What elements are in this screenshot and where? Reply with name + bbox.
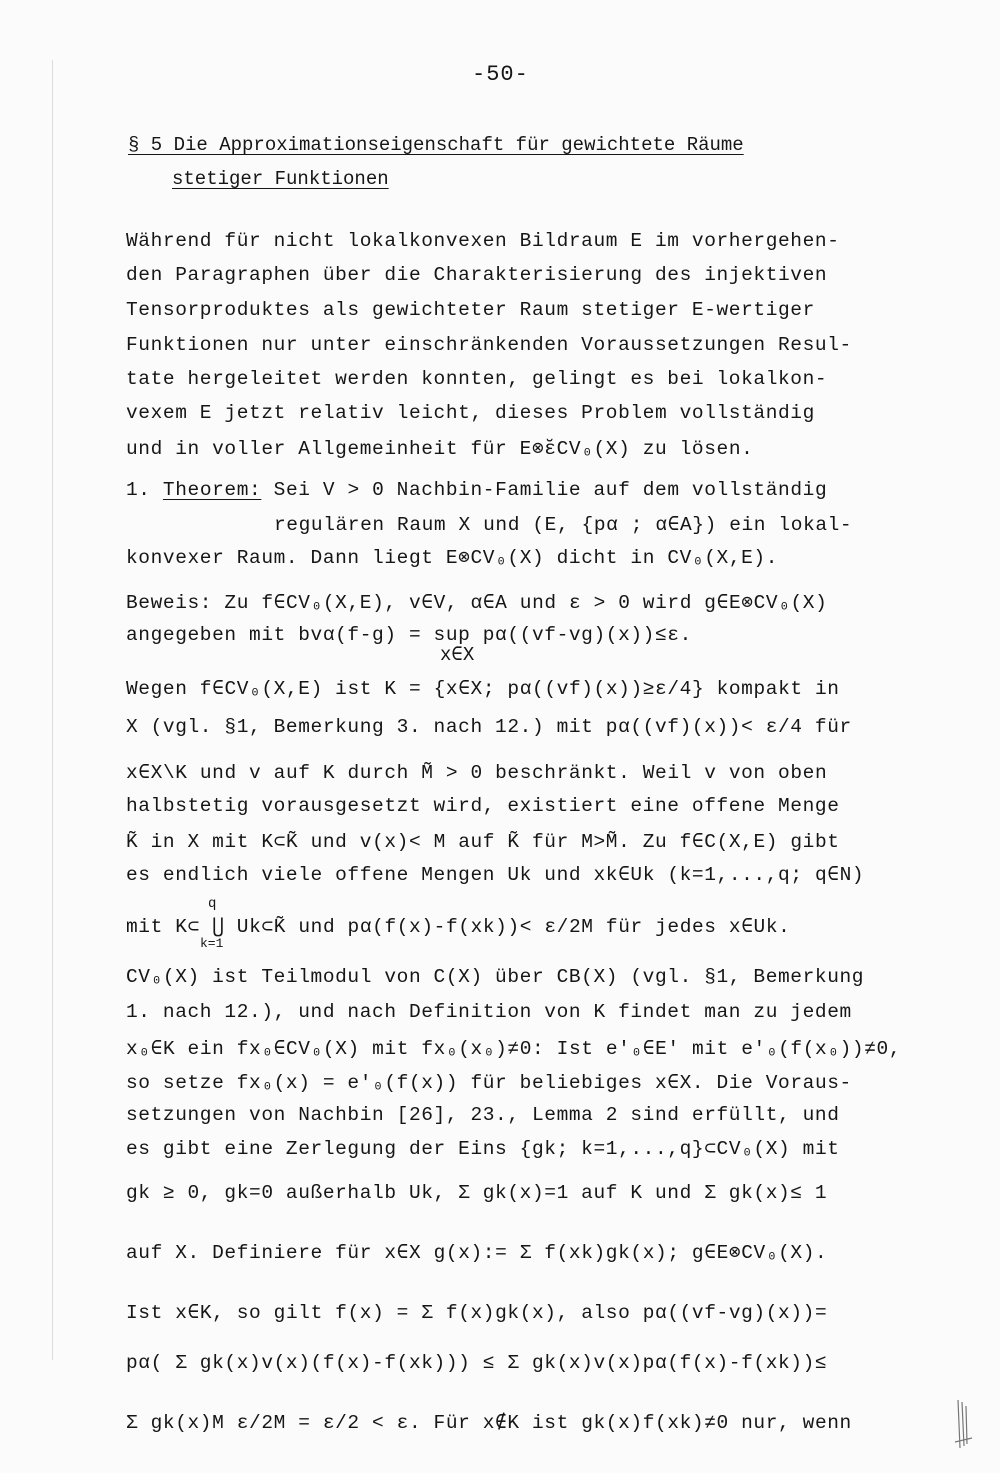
intro-line: den Paragraphen über die Charakterisierung des injektiven	[126, 264, 828, 286]
proof-line: auf X. Definiere für x∈X g(x):= Σ f(xk)gk(x); g∈E⊗CV₀(X).	[126, 1242, 828, 1264]
proof-line: x∈X\K und v auf K durch M̃ > 0 beschränkt. Weil v von oben	[126, 762, 828, 784]
heading-line-1: § 5 Die Approximationseigenschaft für gewichtete Räume	[128, 134, 744, 156]
proof-line: so setze fx₀(x) = e'₀(f(x)) für beliebiges x∈X. Die Voraus-	[126, 1072, 852, 1094]
proof-line: pα( Σ gk(x)v(x)(f(x)-f(xk))) ≤ Σ gk(x)v(x)pα(f(x)-f(xk))≤	[126, 1352, 828, 1374]
sup-subscript: x∈X	[440, 644, 475, 666]
proof-line: Wegen f∈CV₀(X,E) ist K = {x∈X; pα((vf)(x))≥ε/4} kompakt in	[126, 678, 840, 700]
proof-line: X (vgl. §1, Bemerkung 3. nach 12.) mit pα((vf)(x))< ε/4 für	[126, 716, 852, 738]
proof-line: x₀∈K ein fx₀∈CV₀(X) mit fx₀(x₀)≠0: Ist e'₀∈E' mit e'₀(f(x₀))≠0,	[126, 1038, 902, 1060]
proof-line: halbstetig vorausgesetzt wird, existiert eine offene Menge	[126, 795, 840, 817]
union-upper-limit: q	[208, 896, 217, 912]
intro-line: Funktionen nur unter einschränkenden Voraussetzungen Resul-	[126, 334, 852, 356]
theorem-text-1: Sei V > 0 Nachbin-Familie auf dem vollständig	[273, 479, 828, 501]
page-number: -50-	[472, 62, 529, 87]
proof-line: angegeben mit bvα(f-g) = sup pα((vf-vg)(x))≤ε.	[126, 624, 692, 646]
proof-line: Ist x∈K, so gilt f(x) = Σ f(x)gk(x), also pα((vf-vg)(x))=	[126, 1302, 828, 1324]
intro-line: Während für nicht lokalkonvexen Bildraum E im vorhergehen-	[126, 230, 840, 252]
theorem-number: 1.	[126, 479, 151, 501]
margin-scribble-icon	[952, 1398, 974, 1450]
proof-line: es endlich viele offene Mengen Uk und xk∈Uk (k=1,...,q; q∈N)	[126, 864, 865, 886]
proof-line: Σ gk(x)M ε/2M = ε/2 < ε. Für x∉K ist gk(x)f(xk)≠0 nur, wenn	[126, 1412, 852, 1434]
proof-line: Beweis: Zu f∈CV₀(X,E), v∈V, α∈A und ε > 0 wird g∈E⊗CV₀(X)	[126, 592, 828, 614]
proof-line: K̃ in X mit K⊂K̃ und v(x)< M auf K̃ für M>M̃. Zu f∈C(X,E) gibt	[126, 831, 840, 853]
intro-line: tate hergeleitet werden konnten, gelingt es bei lokalkon-	[126, 368, 828, 390]
heading-line-2: stetiger Funktionen	[172, 168, 389, 190]
proof-line: 1. nach 12.), und nach Definition von K findet man zu jedem	[126, 1001, 852, 1023]
proof-line: mit K⊂ ⋃ Uk⊂K̃ und pα(f(x)-f(xk))< ε/2M für jedes x∈Uk.	[126, 916, 791, 938]
proof-line: gk ≥ 0, gk=0 außerhalb Uk, Σ gk(x)=1 auf K und Σ gk(x)≤ 1	[126, 1182, 828, 1204]
intro-line: und in voller Allgemeinheit für E⊗̆εCV₀(X) zu lösen.	[126, 438, 754, 460]
proof-line: setzungen von Nachbin [26], 23., Lemma 2 sind erfüllt, und	[126, 1104, 840, 1126]
intro-line: vexem E jetzt relativ leicht, dieses Problem vollständig	[126, 402, 815, 424]
proof-line: es gibt eine Zerlegung der Eins {gk; k=1,...,q}⊂CV₀(X) mit	[126, 1138, 840, 1160]
margin-rule	[52, 60, 53, 1360]
proof-line: CV₀(X) ist Teilmodul von C(X) über CB(X) (vgl. §1, Bemerkung	[126, 966, 865, 988]
union-lower-limit: k=1	[200, 936, 224, 951]
section-heading	[128, 128, 744, 196]
theorem-label: Theorem:	[162, 479, 262, 501]
intro-line: Tensorproduktes als gewichteter Raum stetiger E-wertiger	[126, 299, 815, 321]
theorem-line-2: regulären Raum X und (E, {pα ; α∈A}) ein lokal-	[274, 514, 853, 536]
theorem-line-1	[126, 479, 827, 501]
theorem-line-3: konvexer Raum. Dann liegt E⊗CV₀(X) dicht in CV₀(X,E).	[126, 547, 779, 569]
